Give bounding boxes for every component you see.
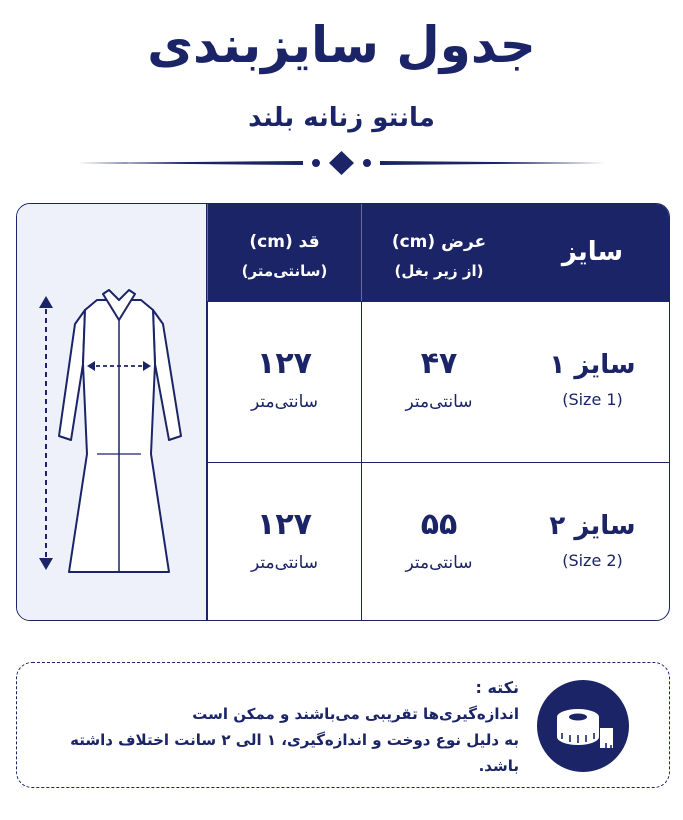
height-value: ۱۲۷ — [257, 346, 312, 381]
page-subtitle: مانتو زنانه بلند — [248, 103, 435, 133]
size-name-en: (Size 2) — [562, 551, 623, 570]
header-width-label: عرض (cm) — [391, 232, 487, 252]
measuring-tape-icon — [534, 677, 632, 775]
size-table — [207, 204, 669, 621]
size-name: سایز ۲ — [549, 511, 636, 541]
page-title: جدول سایزبندی — [147, 16, 536, 74]
long-coat-diagram-icon — [17, 204, 207, 621]
table-row-2-width — [361, 462, 516, 621]
width-value: ۵۵ — [420, 507, 458, 542]
width-value: ۴۷ — [420, 346, 458, 381]
height-value: ۱۲۷ — [257, 507, 312, 542]
divider-ornament — [78, 150, 605, 176]
header-size — [516, 204, 669, 301]
note-title: نکته : — [475, 678, 519, 697]
height-unit: سانتی‌متر — [250, 553, 319, 573]
header-width — [361, 204, 516, 301]
note-box — [16, 662, 670, 788]
table-row-1-size — [516, 301, 669, 462]
note-line-2: به دلیل نوع دوخت و اندازه‌گیری، ۱ الی ۲ سانت اختلاف داشته باشد. — [70, 731, 519, 775]
coat-illustration-panel — [17, 204, 207, 621]
header-height-label: قد (cm) — [249, 232, 320, 252]
table-row-2-height — [207, 462, 361, 621]
header-size-label: سایز — [561, 237, 624, 267]
header-height — [207, 204, 361, 301]
note-line-1: اندازه‌گیری‌ها تقریبی می‌باشند و ممکن است — [192, 705, 519, 723]
size-name-en: (Size 1) — [562, 390, 623, 409]
size-name: سایز ۱ — [549, 350, 636, 380]
table-row-1-height — [207, 301, 361, 462]
header-width-sub: (از زیر بغل) — [394, 262, 484, 280]
width-unit: سانتی‌متر — [405, 553, 473, 573]
table-row-1-width — [361, 301, 516, 462]
table-row-2-size — [516, 462, 669, 621]
height-unit: سانتی‌متر — [250, 392, 319, 412]
header-height-sub: (سانتی‌متر) — [241, 262, 328, 280]
note-content — [39, 675, 519, 779]
width-unit: سانتی‌متر — [405, 392, 473, 412]
size-chart-card — [16, 203, 670, 621]
